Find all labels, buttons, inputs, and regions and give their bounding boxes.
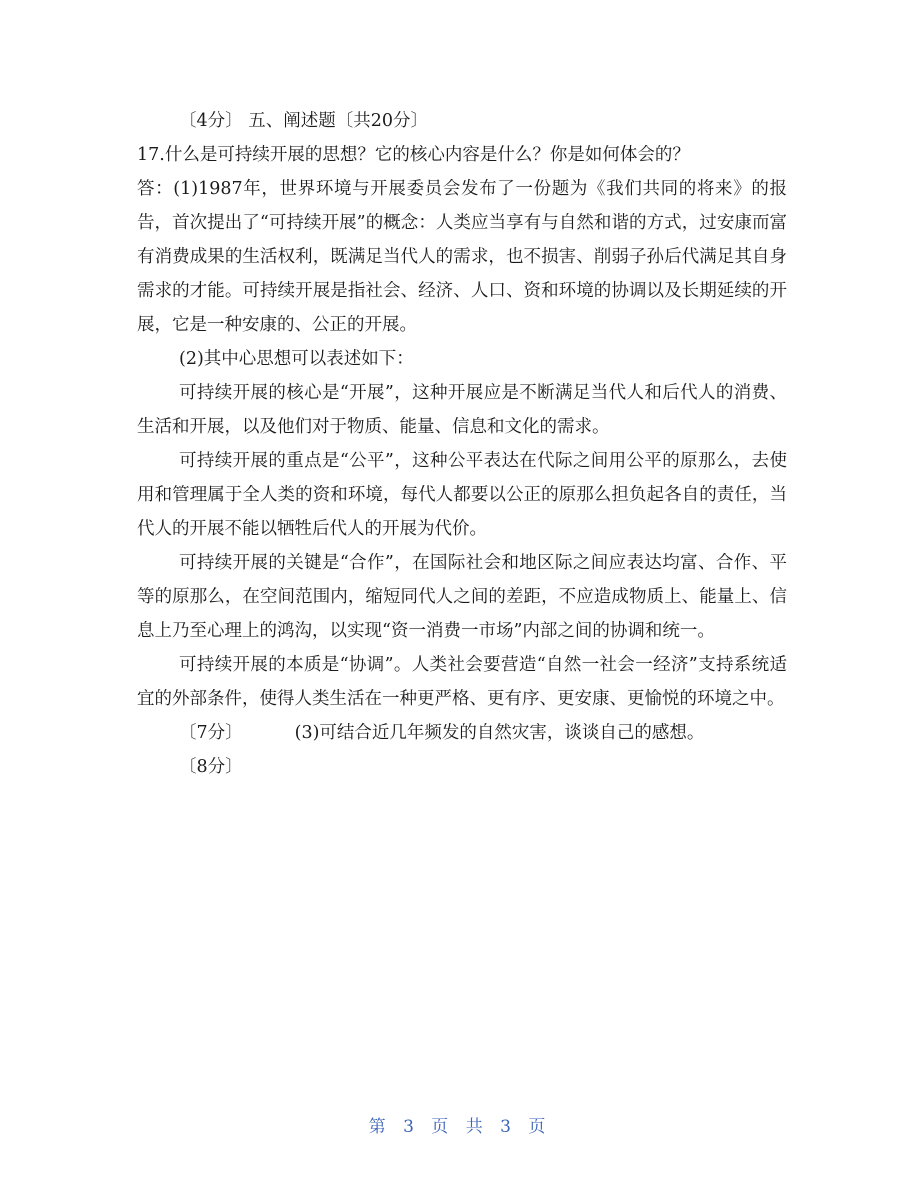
score-section-heading: 〔4分〕 五、阐述题〔共20分〕 [179, 111, 428, 131]
paragraph-key: 可持续开展的关键是“合作”，在国际社会和地区际之间应表达均富、合作、平等的原那么，在空间范围内，缩短同代人之间的差距，不应造成物质上、能量上、信息上乃至心理上的鸿沟，以实现“资一消费一市场”内部之间的协调和统一。 [137, 553, 787, 641]
answer-part-1: 答：(1)1987年，世界环境与开展委员会发布了一份题为《我们共同的将来》的报告，首次提出了“可持续开展”的概念：人类应当享有与自然和谐的方式，过安康而富有消费成果的生活权利，既满足当代人的需求，也不损害、削弱子孙后代满足其自身需求的才能。可持续开展是指社会、经济、人口、资和环境的协调以及长期延续的开展，它是一种安康的、公正的开展。 [137, 179, 787, 335]
question-17: 17.什么是可持续开展的思想？它的核心内容是什么？你是如何体会的？ [137, 145, 690, 165]
score-8: 〔8分〕 [179, 757, 243, 777]
score-row-7 [137, 716, 787, 750]
paragraph-focus: 可持续开展的重点是“公平”，这种公平表达在代际之间用公平的原那么，去使用和管理属于全人类的资和环境，每代人都要以公正的原那么担负起各自的责任，当代人的开展不能以牺牲后代人的开展为代价。 [137, 451, 787, 539]
paragraph-essence: 可持续开展的本质是“协调”。人类社会要营造“自然一社会一经济”支持系统适宜的外部条件，使得人类生活在一种更严格、更有序、更安康、更愉悦的环境之中。 [137, 655, 787, 709]
paragraph-core: 可持续开展的核心是“开展”，这种开展应是不断满足当代人和后代人的消费、生活和开展，以及他们对于物质、能量、信息和文化的需求。 [137, 383, 787, 437]
document-body [137, 104, 787, 784]
score-7: 〔7分〕 [179, 723, 243, 743]
page-footer: 第 3 页 共 3 页 [368, 1117, 552, 1137]
answer-part-2-intro: (2)其中心思想可以表述如下： [179, 349, 414, 369]
answer-part-3: (3)可结合近几年频发的自然灾害，谈谈自己的感想。 [294, 723, 705, 743]
